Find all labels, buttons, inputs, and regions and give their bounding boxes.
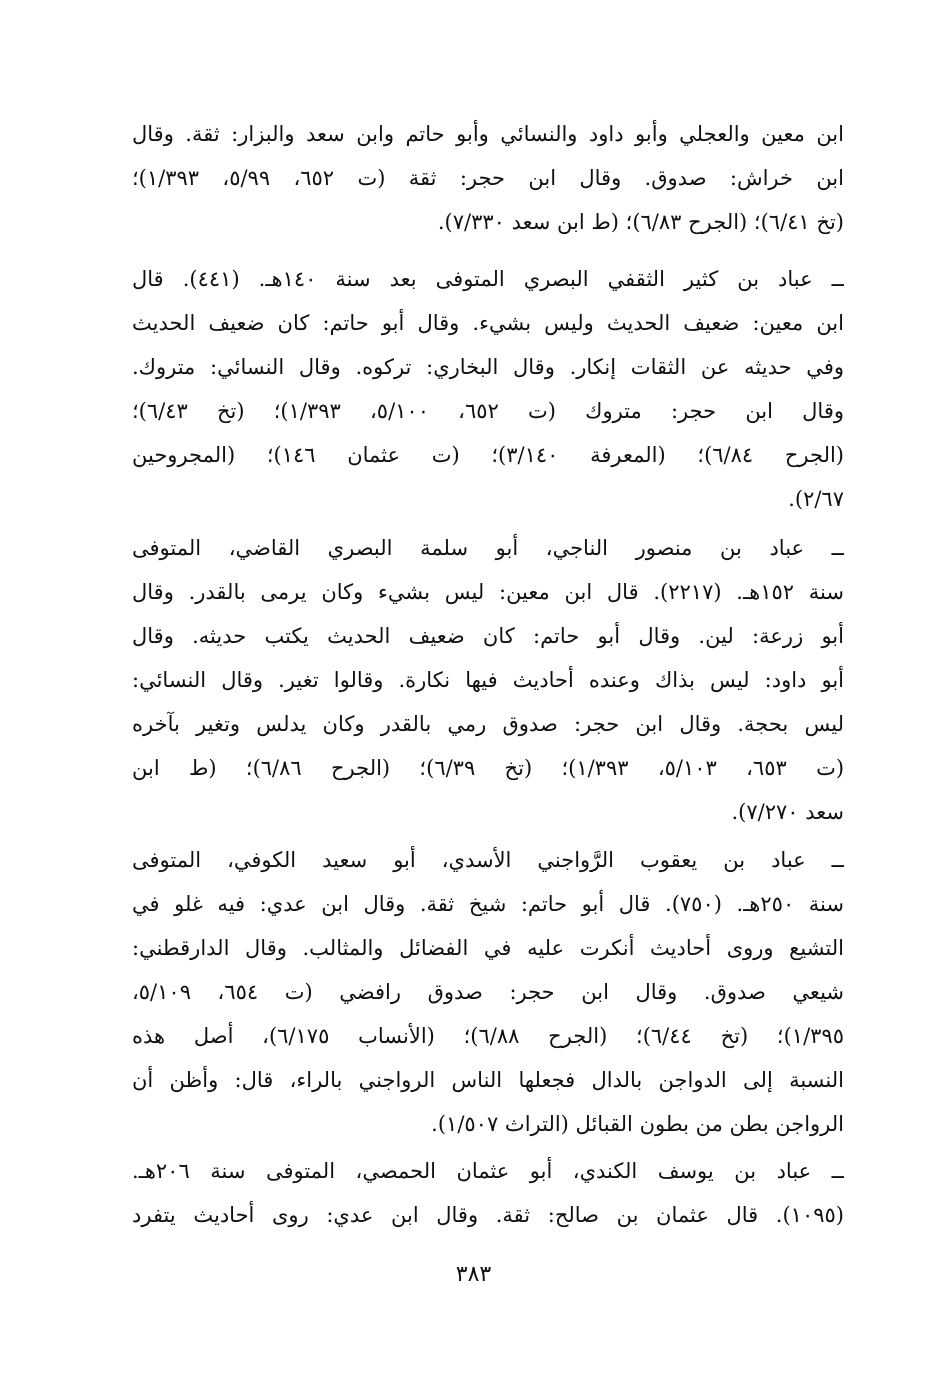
text-line: ــ عباد بن منصور الناجي، أبو سلمة البصري القاضي، المتوفى xyxy=(132,536,844,560)
text-line: ابن خراش: صدوق. وقال ابن حجر: ثقة (ت ٦٥٢، ٥/٩٩، ١/٣٩٣)؛ xyxy=(132,166,844,190)
text-line: ابن معين والعجلي وأبو داود والنسائي وأبو حاتم وابن سعد والبزار: ثقة. وقال xyxy=(132,122,844,146)
biography-entry-abbad-ibn-kathir xyxy=(132,257,844,521)
text-line: التشيع وروى أحاديث أنكرت عليه في الفضائل والمثالب. وقال الدارقطني: xyxy=(132,936,844,960)
page-number: ٣٨٣ xyxy=(455,1262,492,1287)
text-line: أبو داود: ليس بذاك وعنده أحاديث فيها نكارة. وقالوا تغير. وقال النسائي: xyxy=(132,668,844,692)
text-line: سنة ١٥٢هـ. (٢٢١٧). قال ابن معين: ليس بشيء وكان يرمى بالقدر. وقال xyxy=(132,580,844,604)
text-line: النسبة إلى الدواجن بالدال فجعلها الناس الرواجني بالراء، قال: وأظن أن xyxy=(132,1068,844,1092)
text-line: (تخ ٦/٤١)؛ (الجرح ٦/٨٣)؛ (ط ابن سعد ٧/٣٣٠). xyxy=(437,210,844,234)
text-line: سنة ٢٥٠هـ. (٧٥٠). قال أبو حاتم: شيخ ثقة. وقال ابن عدي: فيه غلو في xyxy=(132,892,844,916)
text-line: سعد ٧/٢٧٠). xyxy=(731,800,844,824)
text-line: ــ عباد بن كثير الثقفي البصري المتوفى بعد سنة ١٤٠هـ. (٤٤١). قال xyxy=(132,267,844,291)
text-line: الرواجن بطن من بطون القبائل (التراث ١/٥٠٧). xyxy=(431,1112,844,1136)
biography-entry-abbad-ibn-mansur xyxy=(132,526,844,834)
biography-entry-continuation xyxy=(132,112,844,244)
text-line: (الجرح ٦/٨٤)؛ (المعرفة ٣/١٤٠)؛ (ت عثمان ١٤٦)؛ (المجروحين xyxy=(132,443,844,467)
text-line: أبو زرعة: لين. وقال أبو حاتم: كان ضعيف الحديث يكتب حديثه. وقال xyxy=(132,624,844,648)
text-line: (ت ٦٥٣، ٥/١٠٣، ١/٣٩٣)؛ (تخ ٦/٣٩)؛ (الجرح ٦/٨٦)؛ (ط ابن xyxy=(132,756,844,780)
biography-entry-abbad-ibn-yusuf xyxy=(132,1149,844,1237)
biography-entry-abbad-ibn-yaqub xyxy=(132,838,844,1146)
text-line: شيعي صدوق. وقال ابن حجر: صدوق رافضي (ت ٦٥٤، ٥/١٠٩، xyxy=(132,980,844,1004)
text-line: وفي حديثه عن الثقات إنكار. وقال البخاري: تركوه. وقال النسائي: متروك. xyxy=(132,355,844,379)
text-line: ابن معين: ضعيف الحديث وليس بشيء. وقال أبو حاتم: كان ضعيف الحديث xyxy=(132,311,844,335)
text-line: ١/٣٩٥)؛ (تخ ٦/٤٤)؛ (الجرح ٦/٨٨)؛ (الأنساب ٦/١٧٥)، أصل هذه xyxy=(132,1024,844,1048)
text-line: (١٠٩٥). قال عثمان بن صالح: ثقة. وقال ابن عدي: روى أحاديث يتفرد xyxy=(132,1203,844,1227)
text-line: ــ عباد بن يعقوب الرَّواجني الأسدي، أبو سعيد الكوفي، المتوفى xyxy=(132,848,844,872)
text-line: وقال ابن حجر: متروك (ت ٦٥٢، ٥/١٠٠، ١/٣٩٣)؛ (تخ ٦/٤٣)؛ xyxy=(132,399,844,423)
text-line: ٢/٦٧). xyxy=(788,487,844,511)
text-line: ــ عباد بن يوسف الكندي، أبو عثمان الحمصي، المتوفى سنة ٢٠٦هـ. xyxy=(132,1159,844,1183)
text-line: ليس بحجة. وقال ابن حجر: صدوق رمي بالقدر وكان يدلس وتغير بآخره xyxy=(132,712,844,736)
